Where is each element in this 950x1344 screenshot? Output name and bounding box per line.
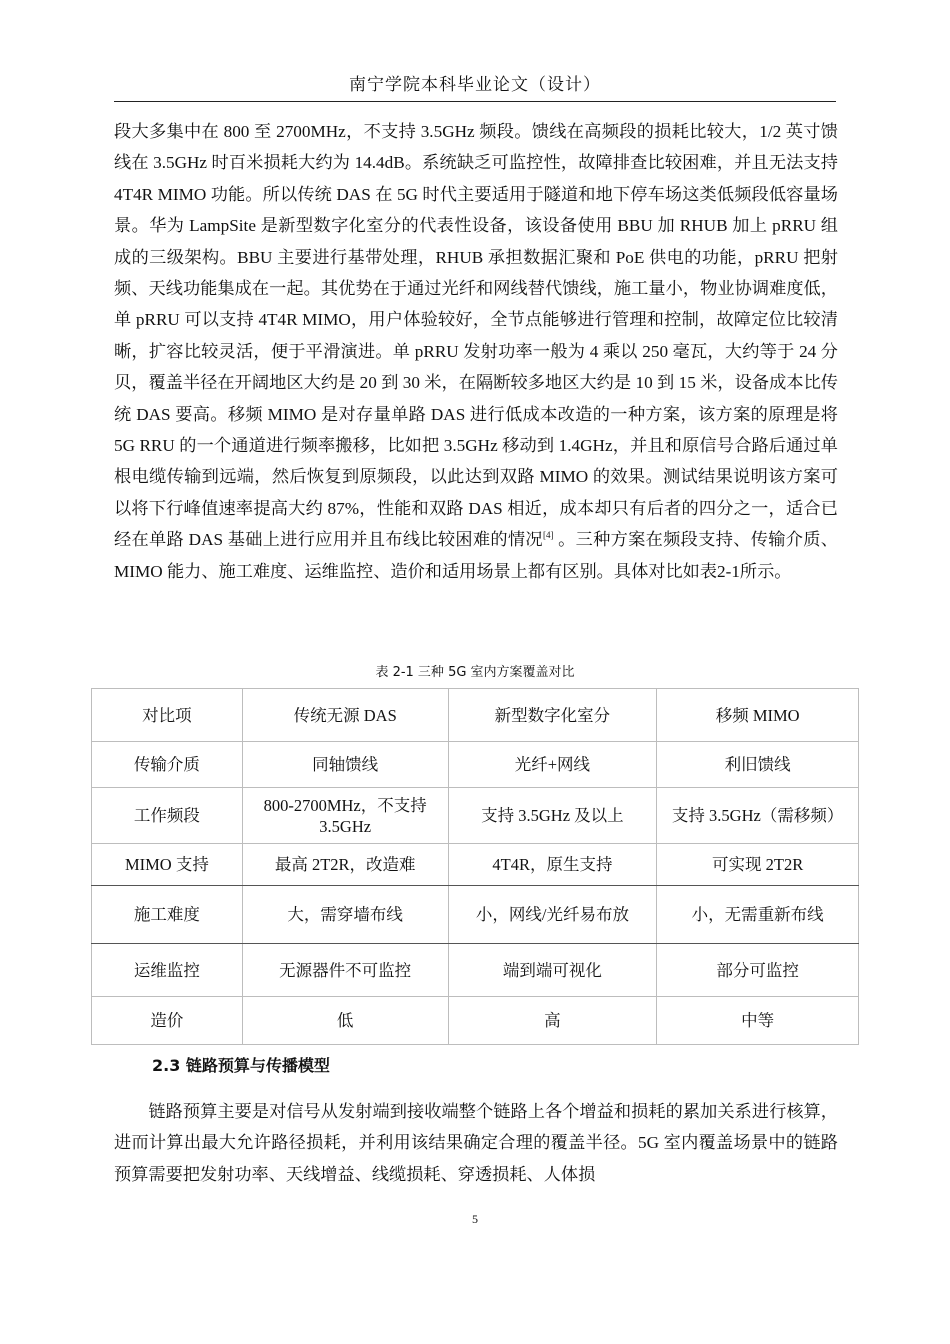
paragraph-text-continued: 。三种方案在频段支持、传输介质、MIMO 能力、施工难度、运维监控、造价和适用场景上都有区别。具体对比如表2-1所示。	[114, 530, 838, 581]
table-cell: MIMO 支持	[92, 844, 243, 886]
table-cell: 运维监控	[92, 944, 243, 997]
page-number: 5	[472, 1212, 478, 1226]
table-cell: 同轴馈线	[242, 742, 448, 788]
paragraph-text: 段大多集中在 800 至 2700MHz，不支持 3.5GHz 频段。馈线在高频段的损耗比较大，1/2 英寸馈线在 3.5GHz 时百米损耗大约为 14.4dB。系统缺乏可监控性，故障排查比较困难，并且无法支持 4T4R MIMO 功能。所以传统 DAS 在 5G 时代主要适用于隧道和地下停车场这类低频段低容量场景。华为 LampSite 是新型数字化室分的代表性设备，该设备使用 BBU 加 RHUB 加上 pRRU 组成的三级架构。BBU 主要进行基带处理，RHUB 承担数据汇聚和 PoE 供电的功能，pRRU 把射频、天线功能集成在一起。其优势在于通过光纤和网线替代馈线，施工量小，物业协调难度低，单 pRRU 可以支持 4T4R MIMO，用户体验较好，全节点能够进行管理和控制，故障定位比较清晰，扩容比较灵活，便于平滑演进。单 pRRU 发射功率一般为 4 乘以 250 毫瓦，大约等于 24 分贝，覆盖半径在开阔地区大约是 20 到 30 米，在隔断较多地区大约是 10 到 15 米，设备成本比传统 DAS 要高。移频 MIMO 是对存量单路 DAS 进行低成本改造的一种方案，该方案的原理是将 5G RRU 的一个通道进行频率搬移，比如把 3.5GHz 移动到 1.4GHz，并且和原信号合路后通过单根电缆传输到远端，然后恢复到原频段，以此达到双路 MIMO 的效果。测试结果说明该方案可以将下行峰值速率提高大约 87%，性能和双路 DAS 相近，成本却只有后者的四分之一，适合已经在单路 DAS 基础上进行应用并且布线比较困难的情况	[114, 122, 838, 550]
reference-citation: [4]	[542, 530, 554, 541]
table-cell: 工作频段	[92, 788, 243, 844]
table-cell: 对比项	[92, 689, 243, 742]
table-row	[92, 944, 859, 997]
table-cell: 中等	[657, 997, 859, 1045]
page-header	[114, 74, 836, 102]
table-row	[92, 997, 859, 1045]
table-header-row	[92, 689, 859, 742]
table-cell: 部分可监控	[657, 944, 859, 997]
table-cell: 无源器件不可监控	[242, 944, 448, 997]
table-cell: 大，需穿墙布线	[242, 886, 448, 944]
body-paragraph	[114, 116, 838, 587]
header-title: 南宁学院本科毕业论文（设计）	[349, 75, 601, 94]
table-caption: 表 2-1 三种 5G 室内方案覆盖对比	[375, 665, 575, 680]
table-cell: 高	[448, 997, 657, 1045]
table-row	[92, 886, 859, 944]
table-cell: 传统无源 DAS	[242, 689, 448, 742]
body-paragraph-2: 链路预算主要是对信号从发射端到接收端整个链路上各个增益和损耗的累加关系进行核算，进而计算出最大允许路径损耗，并利用该结果确定合理的覆盖半径。5G 室内覆盖场景中的链路预算需要把发射功率、天线增益、线缆损耗、穿透损耗、人体损	[114, 1102, 838, 1184]
comparison-table	[91, 688, 859, 1045]
table-cell: 施工难度	[92, 886, 243, 944]
table-cell: 800-2700MHz，不支持 3.5GHz	[242, 788, 448, 844]
table-cell: 小，网线/光纤易布放	[448, 886, 657, 944]
section-heading: 2.3 链路预算与传播模型	[152, 1056, 330, 1075]
table-cell: 最高 2T2R，改造难	[242, 844, 448, 886]
table-cell: 小，无需重新布线	[657, 886, 859, 944]
table-cell: 低	[242, 997, 448, 1045]
table-cell: 造价	[92, 997, 243, 1045]
table-row	[92, 742, 859, 788]
table-row	[92, 844, 859, 886]
table-row	[92, 788, 859, 844]
table-cell: 端到端可视化	[448, 944, 657, 997]
table-cell: 移频 MIMO	[657, 689, 859, 742]
table-cell: 可实现 2T2R	[657, 844, 859, 886]
table-cell: 传输介质	[92, 742, 243, 788]
table-cell: 光纤+网线	[448, 742, 657, 788]
table-cell: 支持 3.5GHz 及以上	[448, 788, 657, 844]
table-cell: 新型数字化室分	[448, 689, 657, 742]
table-cell: 支持 3.5GHz（需移频）	[657, 788, 859, 844]
table-cell: 4T4R，原生支持	[448, 844, 657, 886]
table-cell: 利旧馈线	[657, 742, 859, 788]
